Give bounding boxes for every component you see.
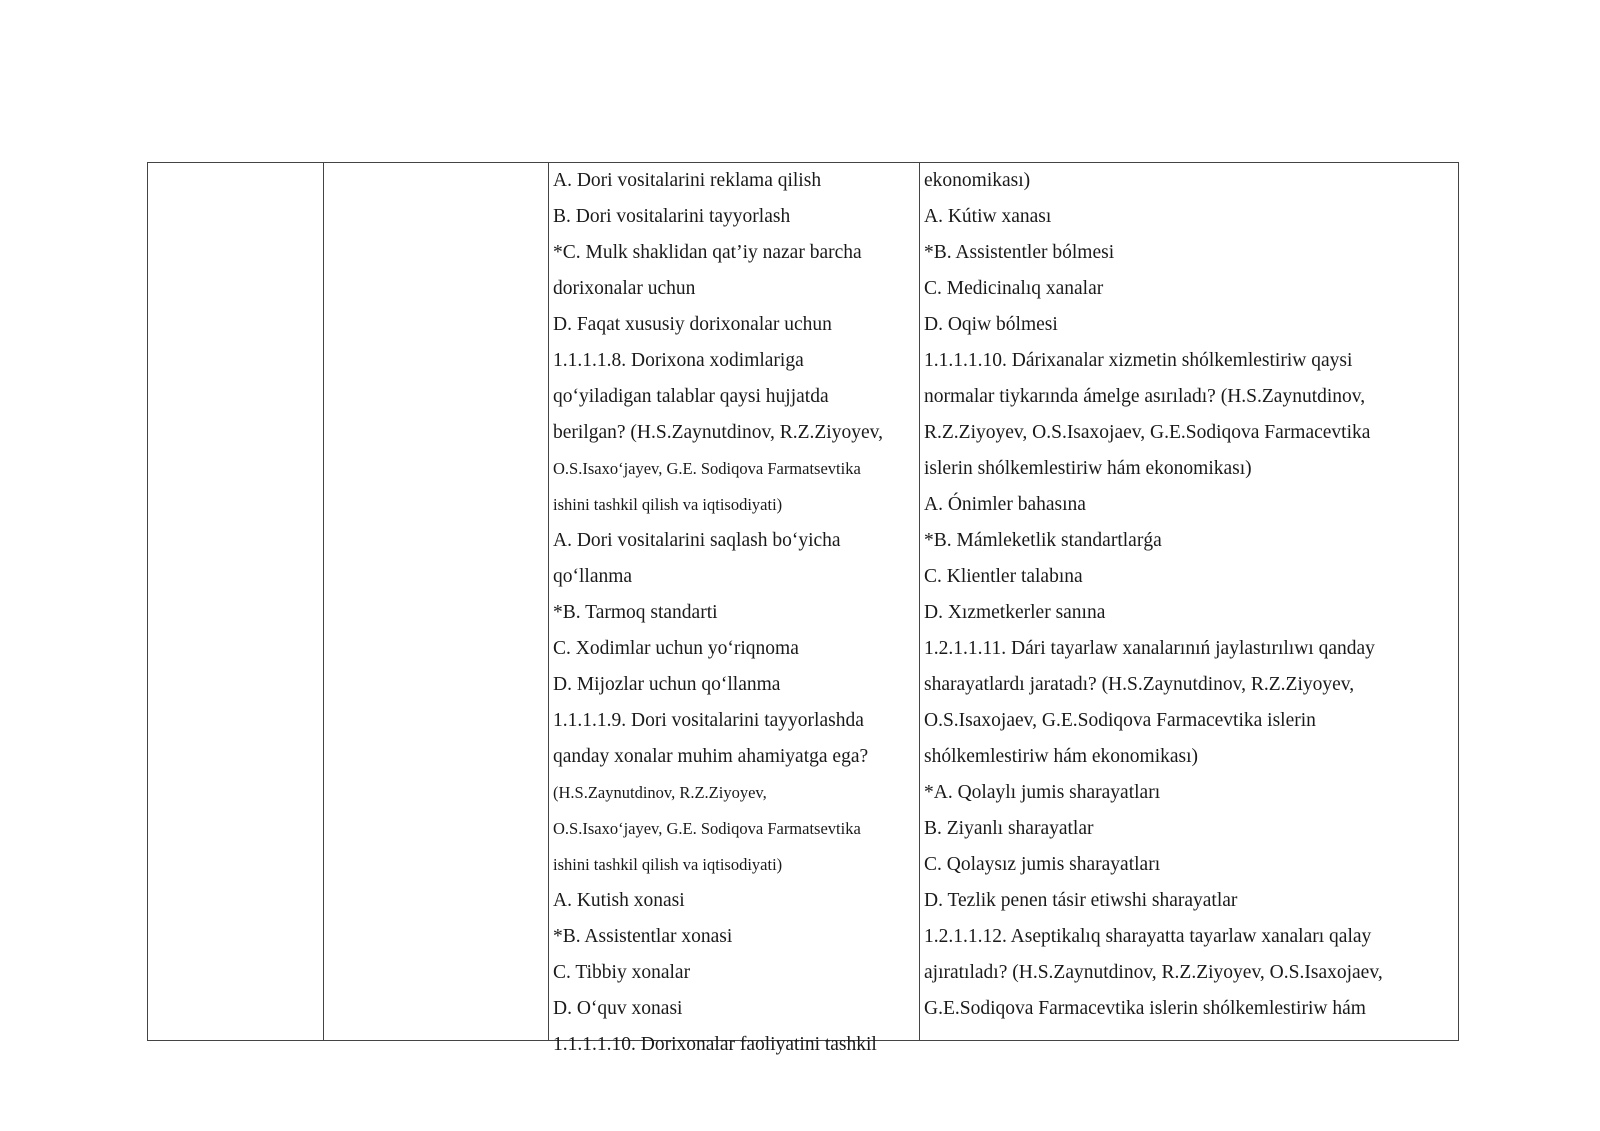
karakalpak-questions-text [920, 163, 1458, 1040]
text-line: B. Dori vositalarini tayyorlash [553, 206, 791, 227]
text-line: O.S.Isaxojaev, G.E.Sodiqova Farmacevtika islerin [924, 710, 1316, 731]
text-line: 1.1.1.1.10. Dárixanalar xizmetin shólkemlestiriw qaysi [924, 350, 1353, 371]
text-line: 1.2.1.1.12. Aseptikalıq sharayatta tayarlaw xanaları qalay [924, 926, 1372, 947]
text-line: C. Tibbiy xonalar [553, 962, 691, 983]
text-line: 1.1.1.1.8. Dorixona xodimlariga [553, 350, 804, 371]
text-line: C. Klientler talabına [924, 566, 1083, 587]
text-line: *B. Mámleketlik standartlarǵa [924, 530, 1162, 551]
text-line: qanday xonalar muhim ahamiyatga ega? [553, 746, 869, 767]
text-line: 1.1.1.1.9. Dori vositalarini tayyorlashda [553, 710, 864, 731]
text-line: berilgan? (H.S.Zaynutdinov, R.Z.Ziyoyev, [553, 422, 883, 443]
uzbek-questions-text [549, 163, 919, 1055]
text-line: B. Ziyanlı sharayatlar [924, 818, 1094, 839]
text-line: shólkemlestiriw hám ekonomikası) [924, 746, 1199, 767]
text-line: C. Qolaysız jumis sharayatları [924, 854, 1161, 875]
text-line: 1.2.1.1.11. Dári tayarlaw xanalarınıń jaylastırılıwı qanday [924, 638, 1375, 659]
table-row [148, 163, 1459, 1041]
text-line: ishini tashkil qilish va iqtisodiyati) [553, 495, 783, 514]
text-line: A. Kútiw xanası [924, 206, 1052, 227]
text-line: normalar tiykarında ámelge asırıladı? (H.S.Zaynutdinov, [924, 386, 1366, 407]
text-line: qo‘yiladigan talablar qaysi hujjatda [553, 386, 829, 407]
text-line: D. O‘quv xonasi [553, 998, 683, 1019]
uzbek-questions-cell [549, 163, 920, 1055]
text-line: A. Kutish xonasi [553, 890, 685, 911]
karakalpak-questions-cell [920, 163, 1459, 1041]
text-line: D. Faqat xususiy dorixonalar uchun [553, 314, 832, 335]
text-line: *A. Qolaylı jumis sharayatları [924, 782, 1161, 803]
text-line: ekonomikası) [924, 170, 1031, 191]
text-line: 1.1.1.1.10. Dorixonalar faoliyatini tashkil [553, 1034, 877, 1055]
text-line: A. Dori vositalarini saqlash bo‘yicha [553, 530, 841, 551]
text-line: ishini tashkil qilish va iqtisodiyati) [553, 855, 783, 874]
empty-cell-1 [148, 163, 324, 1041]
text-line: islerin shólkemlestiriw hám ekonomikası) [924, 458, 1252, 479]
text-line: C. Xodimlar uchun yo‘riqnoma [553, 638, 799, 659]
text-line: dorixonalar uchun [553, 278, 696, 299]
empty-cell-2 [324, 163, 549, 1041]
text-line: D. Tezlik penen tásir etiwshi sharayatlar [924, 890, 1238, 911]
text-line: G.E.Sodiqova Farmacevtika islerin shólkemlestiriw hám [924, 998, 1366, 1019]
text-line: O.S.Isaxo‘jayev, G.E. Sodiqova Farmatsevtika [553, 459, 861, 478]
text-line: qo‘llanma [553, 566, 633, 587]
text-line: *B. Tarmoq standarti [553, 602, 718, 623]
text-line: sharayatlardı jaratadı? (H.S.Zaynutdinov, R.Z.Ziyoyev, [924, 674, 1355, 695]
text-line: *B. Assistentler bólmesi [924, 242, 1115, 263]
text-line: *C. Mulk shaklidan qat’iy nazar barcha [553, 242, 862, 263]
text-line: R.Z.Ziyoyev, O.S.Isaxojaev, G.E.Sodiqova Farmacevtika [924, 422, 1371, 443]
text-line: D. Xızmetkerler sanına [924, 602, 1106, 623]
text-line: O.S.Isaxo‘jayev, G.E. Sodiqova Farmatsevtika [553, 819, 861, 838]
text-line: ajıratıladı? (H.S.Zaynutdinov, R.Z.Ziyoyev, O.S.Isaxojaev, [924, 962, 1383, 983]
text-line: D. Mijozlar uchun qo‘llanma [553, 674, 781, 695]
text-line: (H.S.Zaynutdinov, R.Z.Ziyoyev, [553, 783, 767, 802]
text-line: C. Medicinalıq xanalar [924, 278, 1104, 299]
text-line: *B. Assistentlar xonasi [553, 926, 733, 947]
text-line: A. Dori vositalarini reklama qilish [553, 170, 822, 191]
text-line: A. Ónimler bahasına [924, 494, 1086, 515]
text-line: D. Oqiw bólmesi [924, 314, 1058, 335]
question-table [147, 162, 1459, 1055]
